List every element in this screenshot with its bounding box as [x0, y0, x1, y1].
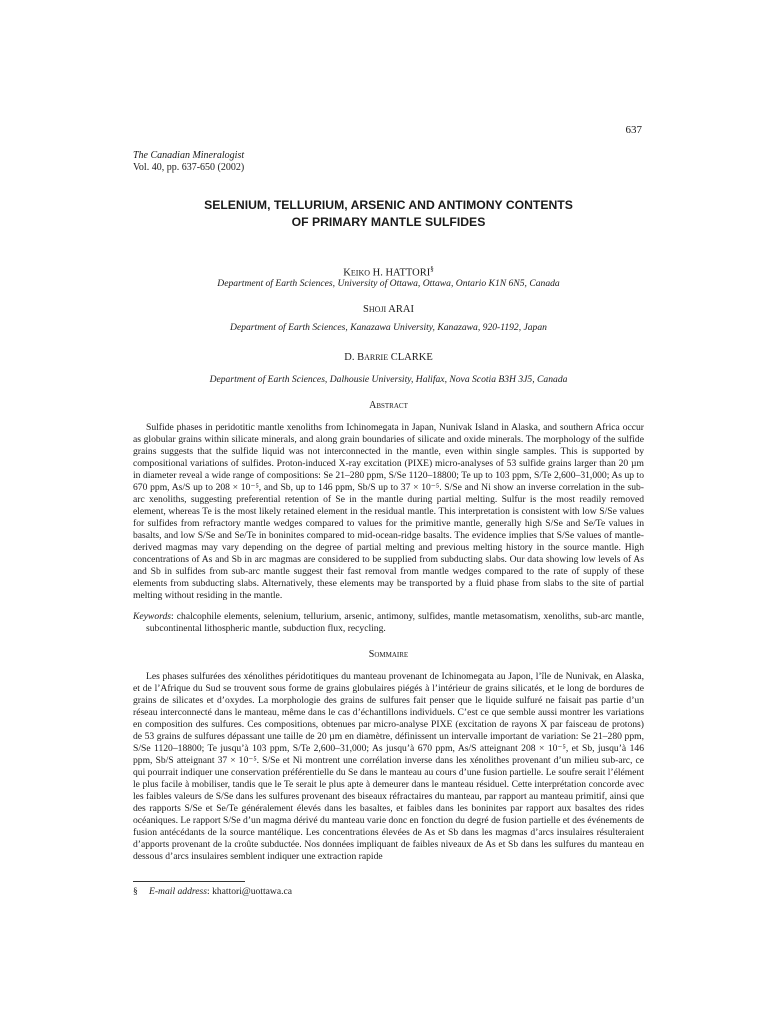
sommaire-heading: Sommaire — [368, 649, 409, 660]
keywords-text: : chalcophile elements, selenium, tellurium, arsenic, antimony, sulfides, mantle metasomatism, xenoliths, sub-arc mantle, subcontinental lithospheric mantle, subduction flux, recycling. — [146, 611, 644, 634]
author-2 — [133, 304, 644, 315]
footnote-rule — [133, 881, 245, 882]
page-number: 637 — [625, 124, 642, 136]
author-1-footnote-mark: § — [430, 265, 434, 273]
abstract-text: Sulfide phases in peridotitic mantle xenoliths from Ichinomegata in Japan, Nunivak Island in Alaska, and southern Africa occur as globular grains within silicate minerals, and along grain boundaries of silicate and oxide minerals. The morphology of the sulfide grains suggests that the sulfide liquid was not interconnected in the mantle, even within single samples. This is supported by compositional variations of sulfides. Proton-induced X-ray excitation (PIXE) micro-analyses of 53 sulfide grains larger than 20 µm in diameter reveal a wide range of compositions: Se 21–280 ppm, S/Se 1120–18800; Te up to 103 ppm, S/Te 2,600–31,000; As up to 670 ppm, As/S up to 208 × 10⁻⁵, and Sb, up to 146 ppm, Sb/S up to 37 × 10⁻⁵. S/Se and Ni show an inverse correlation in the sub-arc xenoliths, suggesting preferential retention of Se in the mantle during partial melting. Sulfur is the most readily removed element, whereas Te is the most likely retained element in the residual mantle. This interpretation is consistent with low S/Se values for sulfides from refractory mantle wedges compared to values for the primitive mantle, generally high S/Se and Se/Te values in basalts, and low S/Se and Se/Te in boninites compared to mid-ocean-ridge basalts. The evidence implies that S/Se values of mantle-derived magmas may vary depending on the degree of partial melting and previous melting history in the source mantle. High concentrations of As and Sb in arc magmas are considered to be supplied from subducting slabs. Our data showing low levels of As and Sb in sulfides from sub-arc mantle suggest their fast removal from mantle wedges compared to the rate of supply of these elements from subducting slabs. Alternatively, these elements may be transported by a fluid phase from slabs to the site of partial melting without residing in the mantle. — [133, 422, 644, 601]
author-3-lastname: CLARKE — [390, 352, 433, 363]
author-2-lastname: ARAI — [388, 304, 414, 315]
author-1-middle: H. — [370, 267, 386, 279]
author-3 — [133, 352, 644, 363]
author-1 — [133, 265, 644, 279]
title-line-1: SELENIUM, TELLURIUM, ARSENIC AND ANTIMONY CONTENTS — [204, 198, 573, 212]
author-1-initial: K — [343, 267, 351, 279]
keywords — [133, 611, 644, 635]
author-2-firstname: HOJI — [368, 305, 387, 314]
author-1-firstname: EIKO — [350, 268, 370, 278]
sommaire-text: Les phases sulfurées des xénolithes péridotitiques du manteau provenant de Ichinomegata au Japon, l’île de Nunivak, en Alaska, et de l’Afrique du Sud se trouvent sous forme de grains globulaires piégés à l’intérieur de grains silicatés, et le long de bordures de grains de silicates et d’oxydes. La morphologie des grains de sulfures fait penser que le liquide sulfuré ne faisait pas partie d’un réseau interconnecté dans le manteau, même dans le cas d’échantillons individuels. C’est ce que semble aussi montrer les variations en composition des sulfures. Ces compositions, obtenues par micro-analyse PIXE (excitation de rayons X par faisceau de protons) de 53 grains de sulfures dépassant une taille de 20 µm en diamètre, définissent un intervalle important de variation: Se 21–280 ppm, S/Se 1120–18800; Te jusqu’à 103 ppm, S/Te 2,600–31,000; As jusqu’à 670 ppm, As/S atteignant 208 × 10⁻⁵, et Sb, jusqu’à 146 ppm, Sb/S atteignant 37 × 10⁻⁵. S/Se et Ni montrent une corrélation inverse dans les xénolithes provenant d’un milieu sub-arc, ce qui pourrait indiquer une conservation préférentielle du Se dans le manteau au cours d’une fusion partielle. Le soufre serait l’élément le plus facile à mobiliser, tandis que le Te serait le plus apte à demeurer dans le manteau résiduel. Cette interprétation concorde avec les faibles valeurs de S/Se dans les sulfures provenant des biseaux réfractaires du manteau, par rapport au manteau primitif, ainsi que des rapports S/Se et Se/Te généralement élevés dans les basaltes, et faibles dans les boninites par rapport aux basaltes des rides océaniques. Le rapport S/Se d’un magma dérivé du manteau varie donc en fonction du degré de fusion partielle et des événements de fusion antécédants de la source mantélique. Les concentrations élevées de As et Sb dans les magmas d’arcs insulaires résulteraient d’apports provenant de la croûte subductée. Nos données impliquant de faibles niveaux de As et Sb dans les sulfures du manteau en dessous d’arcs insulaires semblent indiquer une extraction rapide — [133, 671, 644, 862]
footnote-email: : khattori@uottawa.ca — [207, 886, 293, 897]
author-3-affiliation: Department of Earth Sciences, Dalhousie University, Halifax, Nova Scotia B3H 3J5, Canada — [209, 374, 568, 385]
footnote — [133, 886, 292, 897]
abstract-heading: Abstract — [369, 400, 408, 411]
keywords-label: Keywords — [133, 611, 172, 622]
author-1-lastname: HATTORI — [385, 267, 431, 279]
footnote-mark: § — [133, 886, 138, 897]
journal-name: The Canadian Mineralogist — [133, 150, 245, 161]
footnote-label: E-mail address — [149, 886, 208, 897]
title-line-2: OF PRIMARY MANTLE SULFIDES — [291, 215, 486, 229]
author-1-affiliation: Department of Earth Sciences, University of Ottawa, Ottawa, Ontario K1N 6N5, Canada — [217, 278, 560, 289]
author-3-initial: D. B — [344, 352, 365, 363]
paper-title — [133, 197, 644, 231]
journal-volume: Vol. 40, pp. 637-650 (2002) — [133, 162, 245, 173]
author-2-initial: S — [363, 304, 369, 315]
author-2-affiliation: Department of Earth Sciences, Kanazawa University, Kanazawa, 920-1192, Japan — [230, 322, 547, 333]
author-3-firstname: ARRIE — [364, 353, 389, 362]
journal-citation — [133, 150, 244, 174]
